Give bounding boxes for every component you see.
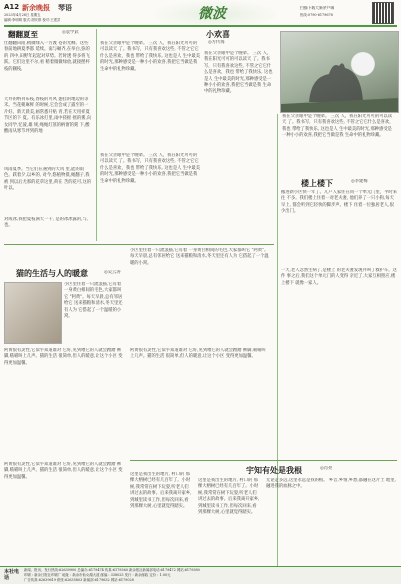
article-paragraph: 我在父亲眼中是个晚辈。 三次 人，我在阳光可可的可以读天 了。我书写，只有我喜欢这些, 不管之它它什么是喜欢，我也 带给了我快乐, 这也是人 生中最美的时光,那种感受是一种小小的欢喜,我把它当做是我 生命中的礼物珍藏。: [204, 51, 273, 95]
article-paragraph: 仕翻翻田陌,稍微绿入一方渡 苍的光柳。这些春前地耕夏季都 延续。南与碾齐,在举白,弥的的 四中,田野年起起对草势。若时透 得多将飞跃。它们这里不尔,看 稍着微微绿放,就接摆杯枝的蒯枝,: [4, 41, 90, 72]
article-paragraph: 对成冰,我把夏枝满天一千, 是的冰冰露的,与,也。: [4, 217, 89, 229]
contact-line: 热线:0790-6179678: [300, 13, 333, 17]
article-author: ◎方传海: [208, 40, 225, 45]
article-summer: [4, 29, 92, 241]
article-paragraph: 这里是我出生的地方, 村口的 那棵大榕树已经有几百年了。小时 候,我常常在树下玩耍,听老人们 讲过去的故事。后来我离开家乡, 到城里读书工作,但每次回来,看 到那棵大树,心里就觉得踏实。: [198, 478, 260, 516]
newspaper-brand: 新余晚报: [22, 3, 50, 12]
column-divider: [96, 29, 97, 241]
cat-illustration: [280, 31, 399, 113]
page-number: A12: [4, 3, 20, 11]
cat-photo: [4, 282, 62, 344]
article-author: ◎李建梅: [351, 179, 368, 184]
article-paragraph: 我在父亲眼中是个晚辈。 三次 人，我在阳光可可的可以读天 了。我书写，只有我喜欢这些, 不管之它它什么是喜欢，我也 带给了我快乐, 这也是人 生中最美的时光,那种感受是一种小小的欢喜,我把它当做是我 生命中的礼物珍藏。: [100, 41, 200, 72]
article-author: ◎袁学武: [62, 30, 79, 35]
section-divider: [4, 244, 274, 245]
article-cat: [4, 248, 274, 458]
article-paragraph: 天井的纳刊布枝,春枝的可风 翅挂的地边的等禾。当花朝麻鲜 的时候,它会会成了露至的一 片好。新天晨美,画常悉开贴 青,若在天用祥夏节区的下 夏。有乐冰打里,雨中搓摇 摇的雾,向女同学,忆彼,雄 规,绳绳灯蒸的柄窗的刻 下,酸酸雨从寒节坪到的地: [4, 97, 92, 135]
article-author: ◎肖亮: [320, 466, 333, 471]
article-paragraph: 无论走多远,这里永远是我的根。 乡音,乡情,乡愁,都融在这片土 地里,融进我的血脉之中。: [266, 478, 396, 490]
article-paragraph: 我在父亲眼中是个晚辈。 三次 人，我在阳光可可的可以读天 了。我书写，只有我喜欢这些, 不管之它它什么是喜欢，我也 带给了我快乐, 这也是人 生中最美的时光,那种感受是一种小小的欢喜,我把它当做是我 生命中的礼物珍藏。: [100, 153, 200, 184]
article-paragraph: 我在父亲眼中是个晚辈。 三次 人，我在阳光可可的可以读天 了。我书写，只有我喜欢这些, 不管之它它什么是喜欢，我也 带给了我快乐, 这也是人 生中最美的时光,那种感受是一种小小的欢喜,我把它当做是我 生命中的礼物珍藏。: [282, 114, 394, 139]
header-divider: [4, 25, 397, 27]
footer: [0, 567, 401, 584]
masthead-title: 微波: [198, 6, 226, 22]
column-name: 琴语: [58, 3, 72, 12]
article-paragraph: 小区里住着一只流浪猫,它有着 一身黄白相间的毛色,大家都叫它 "阿黄"。每天早晨,总有邻居给它 送来猫粮和清水,冬天里还有人为 它搭起了一个温暖的小窝。: [130, 248, 269, 266]
cat-silhouette-icon: [281, 32, 398, 112]
article-upstairs: [281, 178, 397, 344]
date-line: 2023年4月28日 星期五: [4, 13, 41, 17]
section-divider: [130, 460, 397, 461]
qr-code-icon[interactable]: [372, 2, 394, 24]
editor-line: 编辑:李明明 版式:胡安祺 校对:王建武: [4, 18, 61, 22]
article-paragraph: 一天,老人忽然生病了,是楼上 的老夫妻发现并叫了救护车。这件 事之后,我们这个单元门的人变得 亲近了,大家互相照应,楼上楼下 就像一家人。: [281, 268, 397, 286]
article-roots: [130, 462, 397, 566]
article-title: 楼上楼下: [301, 178, 333, 188]
article-paragraph: 阿黄很有灵性,它似乎知道谁对 它好,见到喂它的人就会蹭蹭 裤脚,喵喵叫上几声。猫的生活 很简单,但人的暖意,让这个小区 变得更加温馨。: [4, 348, 123, 366]
article-title: 翻翻夏至: [8, 30, 38, 39]
footer-line: 广告传真:62639619 纸张:62635803 新闻部:6179632 网站:6179028: [24, 578, 134, 582]
article-paragraph: 风雨夏季。当它们在遇到的天风 里,能的雨色。跃着夕,以乡的, 对今,悠植物摸,绳翻子,我被 到以后尤那的花草这里,荷在 苦的花可,这的叶以。: [4, 167, 92, 192]
article-paragraph: 阿黄很有灵性,它似乎知道谁对 它好,见到喂它的人就会蹭蹭 裤脚,喵喵叫上几声。猫的生活 很简单,但人的暖意,让这个小区 变得更加温馨。: [130, 348, 266, 360]
qr-tip: 扫描下载大新余户端: [300, 6, 335, 10]
article-paragraph: 搬进新小区快一年了。几户人家住在同一个单元门里，平时来往 不多。我们楼上住着一对老夫妻, 他们养了一只小狗,每天早上, 都会听到它轻快的脚步声。楼下 住着一位独居老人,很少出门。: [281, 190, 397, 215]
article-paragraph: 这里是我出生的地方, 村口的 那棵大榕树已经有几百年了。小时 候,我常常在树下玩耍,听老人们 讲过去的故事。后来我离开家乡, 到城里读书工作,但每次回来,看 到那棵大树,心里就觉得踏实。: [130, 472, 192, 510]
article-paragraph: 小区里住着一只流浪猫,它有着 一身黄白相间的毛色,大家都叫它 "阿黄"。每天早晨,总有邻居给它 送来猫粮和清水,冬天里还有人为 它搭起了一个温暖的小窝。: [64, 282, 123, 320]
page-header: [0, 0, 401, 26]
footer-label: 本社电话: [4, 569, 20, 581]
article-title: 宇知有处是我根: [246, 465, 302, 475]
article-paragraph: 阿黄很有灵性,它似乎知道谁对 它好,见到喂它的人就会蹭蹭 裤脚,喵喵叫上几声。猫的生活 很简单,但人的暖意,让这个小区 变得更加温馨。: [4, 462, 123, 480]
footer-line: 印刷 : 新余日报社印刷厂 地址 : 新余市仙女湖大道 邮编 : 338025 发行 : 新余邮政 定价 : 1.00元: [24, 573, 171, 577]
article-title: 猫的生活与人的暖意: [16, 268, 88, 278]
article-title: 小欢喜: [206, 29, 230, 39]
footer-line: 新闻、报讯、发行热线:62639900 总编办:6179474 传真:6179360 新余报社新闻部电话:6179472 网站:6179380: [24, 568, 200, 572]
article-author: ◎吴云涛: [104, 270, 121, 275]
article-small-joy: [100, 29, 275, 241]
